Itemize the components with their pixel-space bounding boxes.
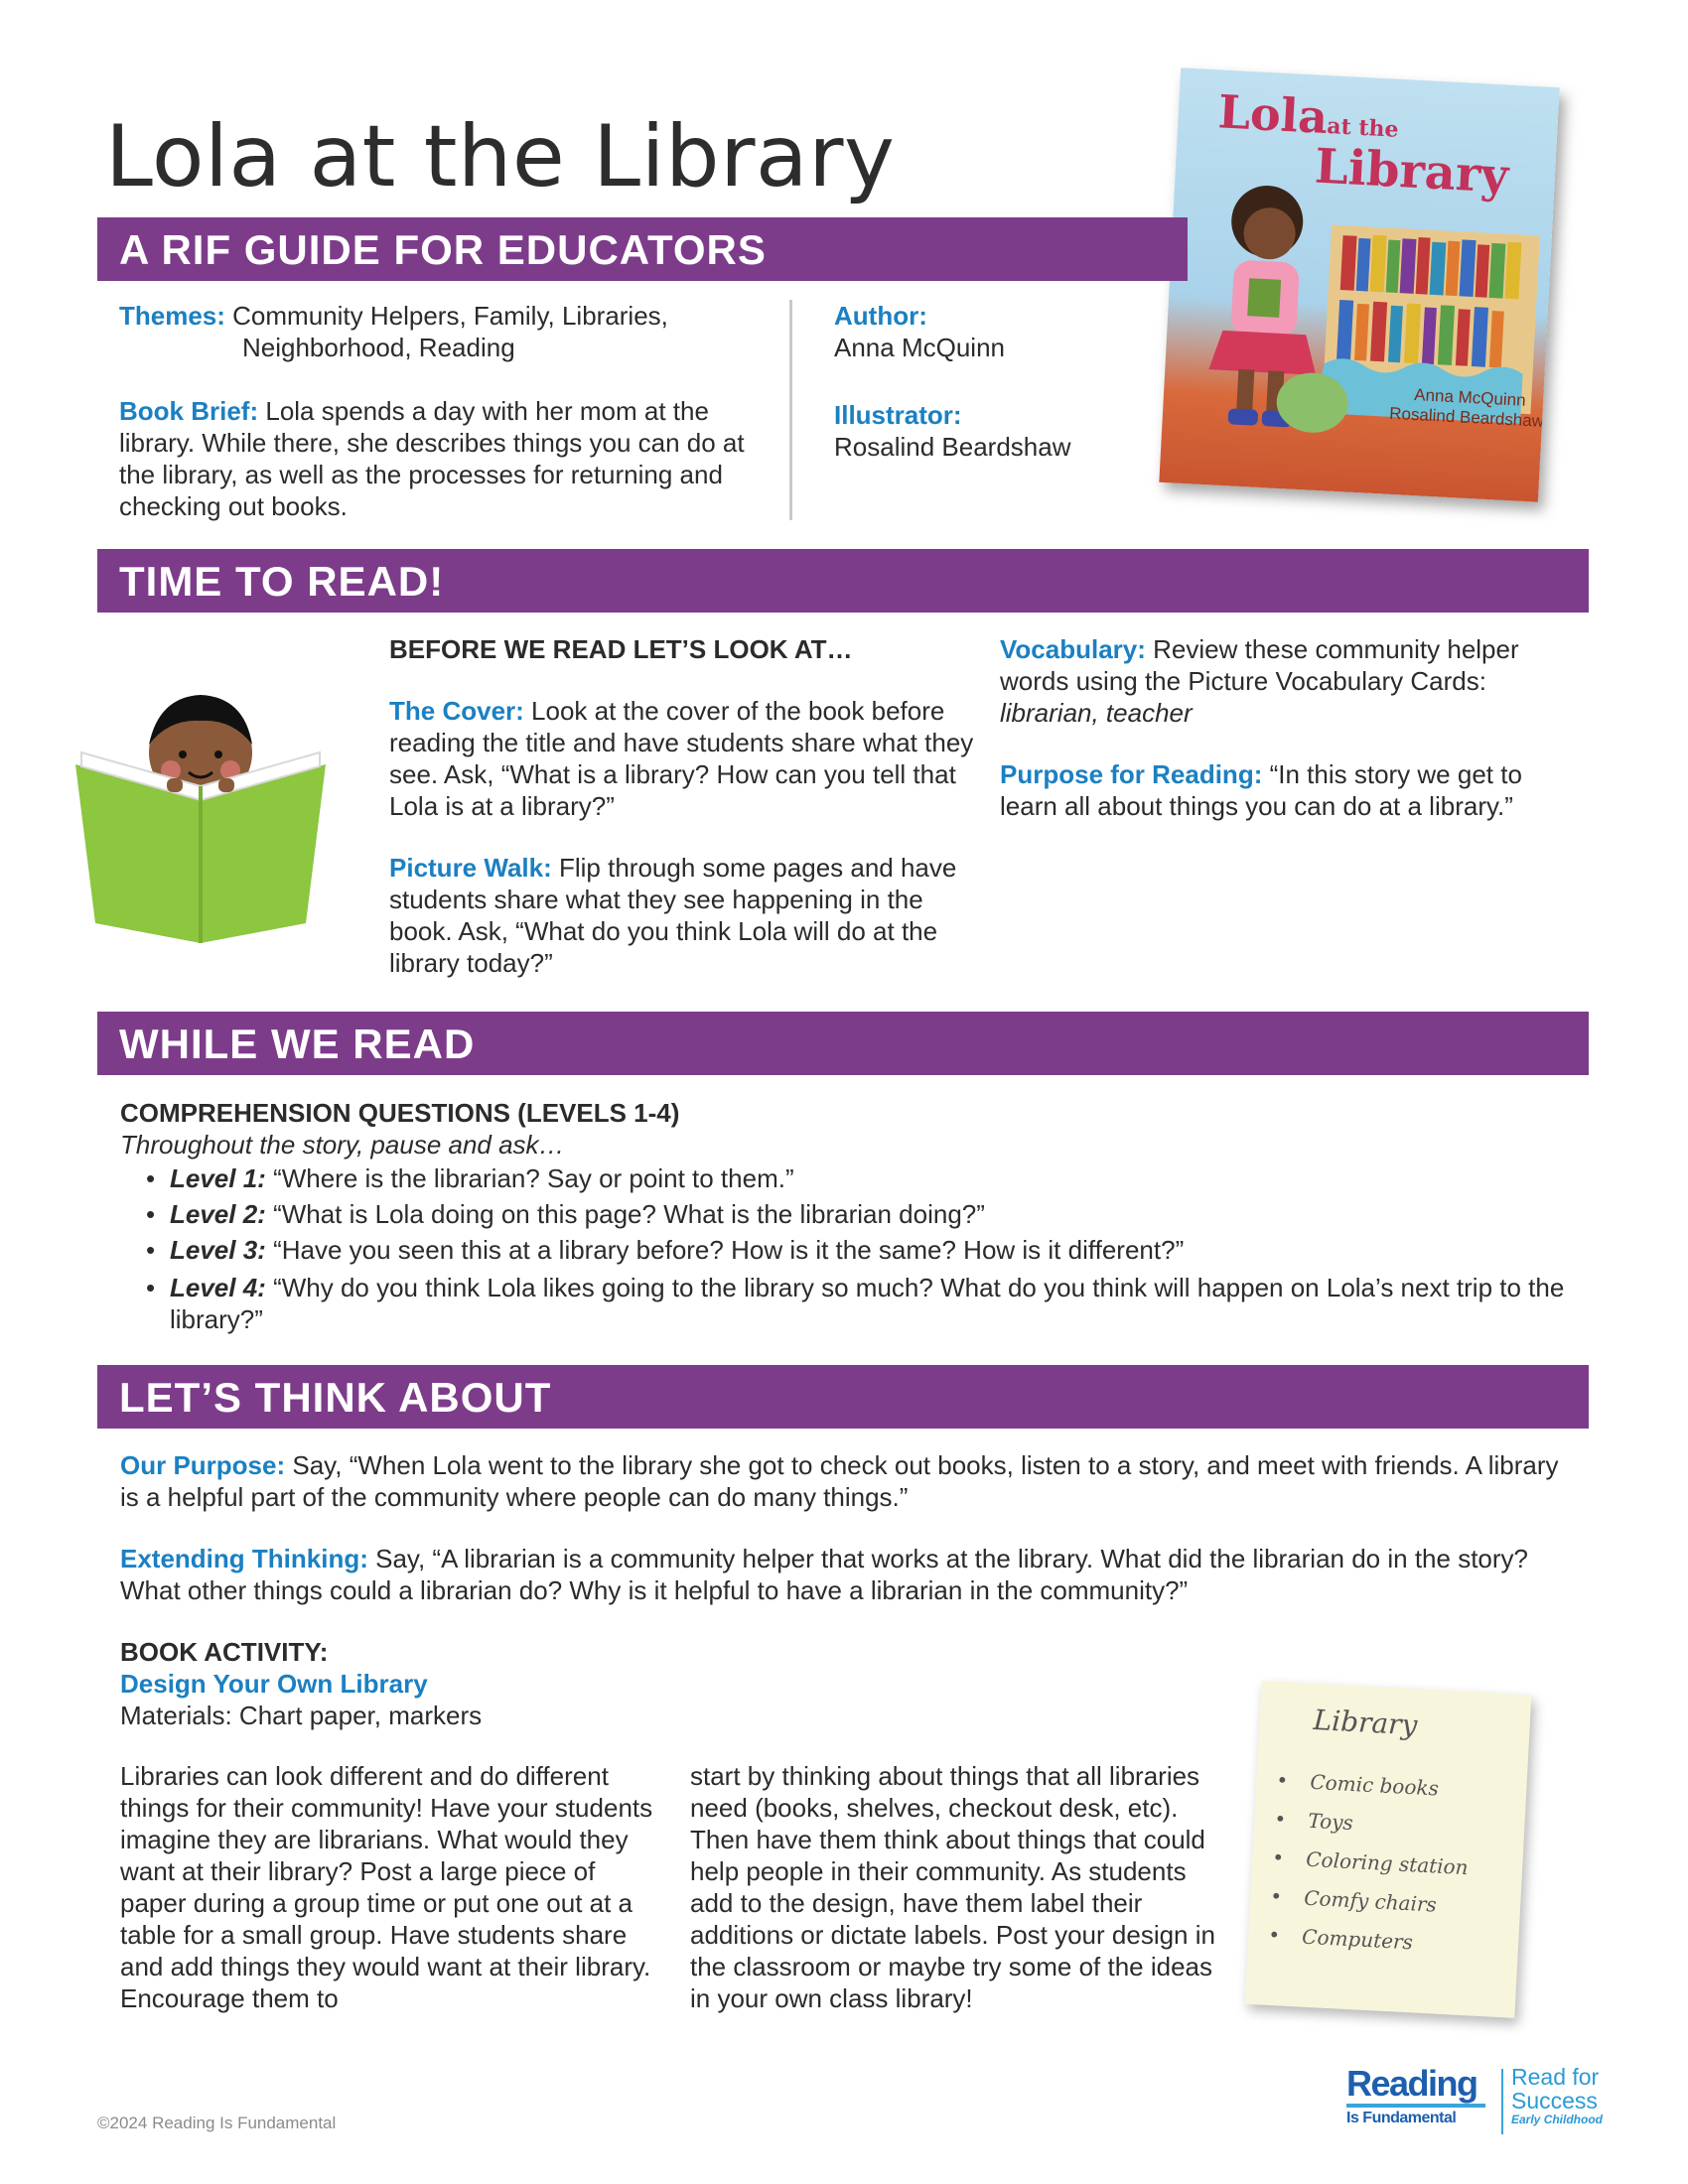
comprehension-intro: Throughout the story, pause and ask…	[120, 1130, 565, 1160]
picture-walk-label: Picture Walk:	[389, 853, 552, 883]
while-we-read-bar: WHILE WE READ	[97, 1012, 1589, 1075]
picture-walk-text: Flip through some pages and have students share what they see happening in the book. Ask, “What do you think Lola will do at the library today?”	[389, 853, 957, 978]
logo-divider	[1501, 2069, 1503, 2134]
level-text: “What is Lola doing on this page? What is the librarian doing?”	[273, 1199, 985, 1229]
purpose-reading-text: “In this story we get to learn all about things you can do at a library.”	[1000, 759, 1522, 821]
extending-text: Say, “A librarian is a community helper that works at the library. What did the librarian do in the story? What other things could a librarian do? Why is it helpful to have a librarian in the community?”	[120, 1544, 1528, 1605]
before-read-column	[389, 633, 975, 979]
rif-logo	[1346, 2065, 1497, 2134]
sticky-item: • Comic books	[1275, 1768, 1440, 1801]
sticky-item: • Toys	[1273, 1806, 1354, 1836]
lets-think-bar: LET’S THINK ABOUT	[97, 1365, 1589, 1429]
sticky-item: • Comfy chairs	[1269, 1883, 1438, 1917]
before-read-heading: BEFORE WE READ LET’S LOOK AT…	[389, 634, 853, 664]
reading-child-book-icon	[71, 675, 330, 943]
author-block	[834, 300, 1152, 463]
level-text: “Where is the librarian? Say or point to them.”	[273, 1163, 794, 1193]
illustrator-name: Rosalind Beardshaw	[834, 432, 1071, 462]
level-item: • Level 2: “What is Lola doing on this page? What is the librarian doing?”	[146, 1199, 985, 1229]
cover-title-library: Library	[1313, 138, 1510, 205]
level-label: Level 2:	[170, 1199, 266, 1229]
rfs-line-1: Read for	[1511, 2064, 1600, 2090]
book-brief-block	[119, 395, 765, 522]
cover-illustration	[1159, 68, 1559, 501]
rfs-line-3: Early Childhood	[1511, 2113, 1604, 2126]
themes-label: Themes:	[119, 301, 225, 331]
themes-block	[119, 300, 755, 363]
comprehension-levels	[146, 1160, 1570, 1335]
cover-author: Anna McQuinn	[1413, 385, 1527, 410]
vocabulary-label: Vocabulary:	[1000, 634, 1146, 664]
level-text: “Why do you think Lola likes going to the library so much? What do you think will happen on Lola’s next trip to the library?”	[170, 1273, 1565, 1334]
book-brief-label: Book Brief:	[119, 396, 259, 426]
activity-column-1: Libraries can look different and do different things for their community! Have your students imagine they are librarians. What would they want at their library? Post a large piece of paper during a group time or put one out at a table for a small group. Have students share and add things they would want at their library. Encourage them to	[120, 1761, 653, 2013]
activity-materials: Materials: Chart paper, markers	[120, 1701, 483, 1730]
rif-logo-reading: Reading	[1346, 2063, 1477, 2104]
level-item: • Level 4: “Why do you think Lola likes going to the library so much? What do you think will happen on Lola’s next trip to the library?”	[146, 1273, 1565, 1334]
cover-title-lola: Lola	[1216, 84, 1330, 145]
level-text: “Have you seen this at a library before? How is it the same? How is it different?”	[273, 1235, 1185, 1265]
vocabulary-column	[1000, 633, 1576, 822]
comprehension-block	[120, 1097, 1570, 1335]
activity-heading: BOOK ACTIVITY:	[120, 1637, 329, 1667]
cover-text: Look at the cover of the book before reading the title and have students share what they see. Ask, “What is a library? How can you tell that Lola is at a library?”	[389, 696, 974, 821]
activity-title: Design Your Own Library	[120, 1669, 428, 1699]
library-sticky-note	[1245, 1681, 1532, 2018]
copyright-text: ©2024 Reading Is Fundamental	[97, 2114, 337, 2132]
our-purpose-text: Say, “When Lola went to the library she got to check out books, listen to a story, and meet with friends. A library is a helpful part of the community where people can do many things.”	[120, 1450, 1559, 1512]
activity-column-2: start by thinking about things that all libraries need (books, shelves, checkout desk, etc). Then have them think about things that could help people in their community. As students add to the design, have them label their additions or dictate labels. Post your design in the classroom or maybe try some of the ideas in your own class library!	[690, 1761, 1215, 2013]
guide-heading-bar: A RIF GUIDE FOR EDUCATORS	[97, 217, 1188, 281]
level-item: • Level 1: “Where is the librarian? Say or point to them.”	[146, 1163, 794, 1193]
level-item: • Level 3: “Have you seen this at a library before? How is it the same? How is it different?”	[146, 1235, 1185, 1265]
purpose-reading-label: Purpose for Reading:	[1000, 759, 1263, 789]
author-name: Anna McQuinn	[834, 333, 1005, 362]
cover-title-at-the: at the	[1326, 113, 1400, 143]
time-to-read-bar: TIME TO READ!	[97, 549, 1589, 613]
read-for-success-logo	[1511, 2065, 1611, 2126]
cover-illustrator: Rosalind Beardshaw	[1388, 403, 1545, 431]
themes-line-2: Neighborhood, Reading	[242, 333, 515, 362]
vocabulary-words: librarian, teacher	[1000, 698, 1193, 728]
book-cover-image	[1159, 68, 1559, 501]
comprehension-heading: COMPREHENSION QUESTIONS (LEVELS 1-4)	[120, 1098, 680, 1128]
level-label: Level 1:	[170, 1163, 266, 1193]
cover-label: The Cover:	[389, 696, 524, 726]
level-label: Level 3:	[170, 1235, 266, 1265]
rfs-line-2: Success	[1511, 2088, 1598, 2114]
book-brief-text: Lola spends a day with her mom at the library. While there, she describes things you can do at the library, as well as the processes for returning and checking out books.	[119, 396, 745, 521]
our-purpose-label: Our Purpose:	[120, 1450, 286, 1480]
sticky-item: • Computers	[1267, 1922, 1414, 1955]
sticky-title: Library	[1312, 1703, 1419, 1742]
rif-logo-fundamental: Is Fundamental	[1346, 2110, 1457, 2126]
intro-divider	[789, 300, 792, 520]
sticky-list	[1267, 1761, 1473, 1965]
illustrator-label: Illustrator:	[834, 400, 962, 430]
themes-line-1: Community Helpers, Family, Libraries,	[232, 301, 668, 331]
vocabulary-text: Review these community helper words using the Picture Vocabulary Cards:	[1000, 634, 1519, 696]
level-label: Level 4:	[170, 1273, 266, 1302]
page-title: Lola at the Library	[105, 107, 896, 206]
author-label: Author:	[834, 301, 927, 331]
sticky-item: • Coloring station	[1271, 1844, 1470, 1880]
extending-label: Extending Thinking:	[120, 1544, 368, 1573]
